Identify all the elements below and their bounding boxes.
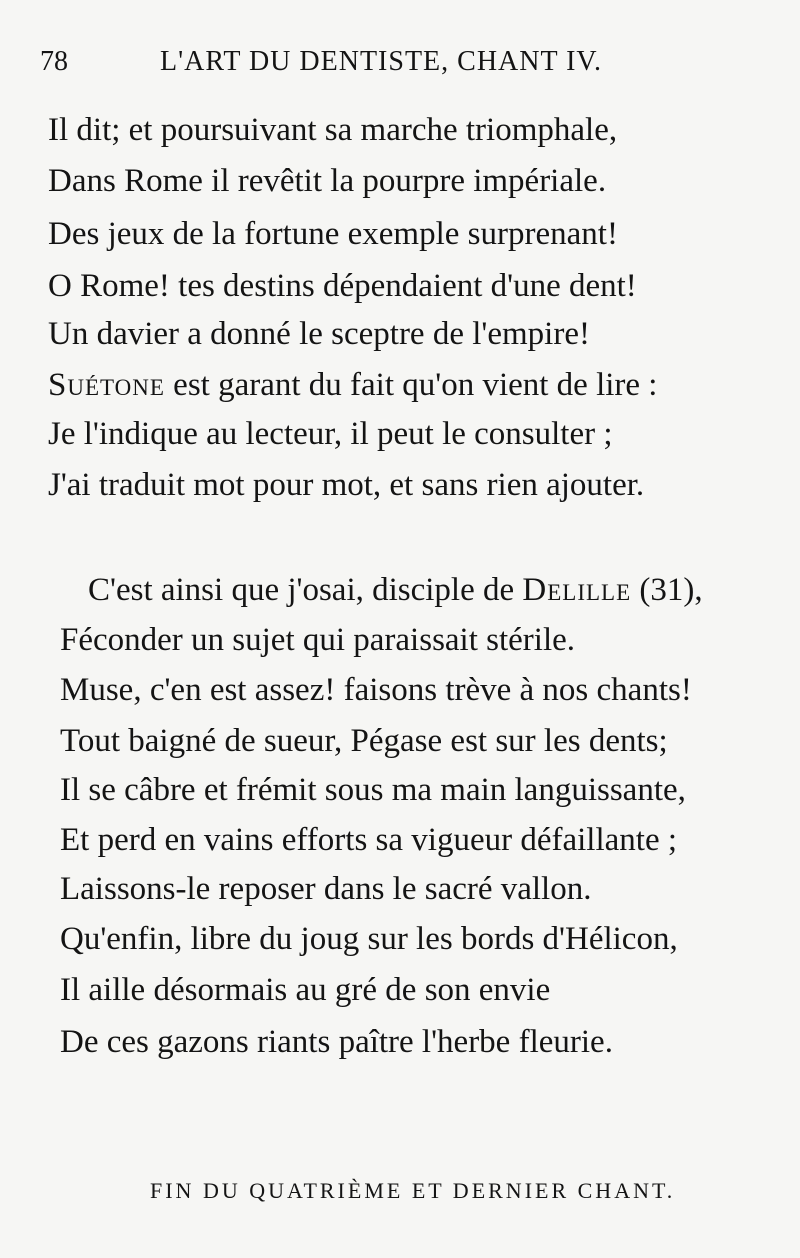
verse-line: Un davier a donné le sceptre de l'empire!	[48, 316, 590, 352]
verse-line: Laissons-le reposer dans le sacré vallon.	[60, 871, 592, 907]
running-title: L'ART DU DENTISTE, CHANT IV.	[160, 46, 603, 77]
author-name-suetone: Suétone	[48, 367, 165, 403]
end-of-chant-note: FIN DU QUATRIÈME ET DERNIER CHANT.	[150, 1178, 676, 1203]
verse-line: O Rome! tes destins dépendaient d'une dent!	[48, 268, 637, 304]
verse-line: Je l'indique au lecteur, il peut le consulter ;	[48, 416, 613, 452]
verse-line-rest: est garant du fait qu'on vient de lire :	[164, 367, 658, 403]
verse-line: Qu'enfin, libre du joug sur les bords d'Hélicon,	[60, 921, 678, 957]
verse-line: Il se câbre et frémit sous ma main languissante,	[60, 772, 686, 808]
verse-line: Et perd en vains efforts sa vigueur défaillante ;	[60, 822, 678, 858]
verse-line: Des jeux de la fortune exemple surprenant!	[48, 216, 618, 252]
author-name-delille: Delille	[522, 572, 632, 608]
verse-line: Dans Rome il revêtit la pourpre impériale.	[48, 163, 607, 199]
verse-line: De ces gazons riants paître l'herbe fleurie.	[60, 1024, 613, 1060]
verse-line: Il dit; et poursuivant sa marche triomphale,	[48, 112, 618, 148]
verse-line: Muse, c'en est assez! faisons trève à nos chants!	[60, 672, 692, 708]
verse-line	[48, 369, 657, 402]
verse-line	[88, 574, 703, 607]
verse-line: Il aille désormais au gré de son envie	[60, 972, 551, 1008]
page-number: 78	[40, 46, 68, 77]
verse-line-end: (31),	[631, 572, 703, 608]
verse-line: Tout baigné de sueur, Pégase est sur les dents;	[60, 723, 668, 759]
page-header	[40, 46, 760, 86]
verse-line: Féconder un sujet qui paraissait stérile.	[60, 622, 576, 658]
verse-line: J'ai traduit mot pour mot, et sans rien ajouter.	[48, 467, 645, 503]
verse-line-start: C'est ainsi que j'osai, disciple de	[88, 572, 523, 608]
